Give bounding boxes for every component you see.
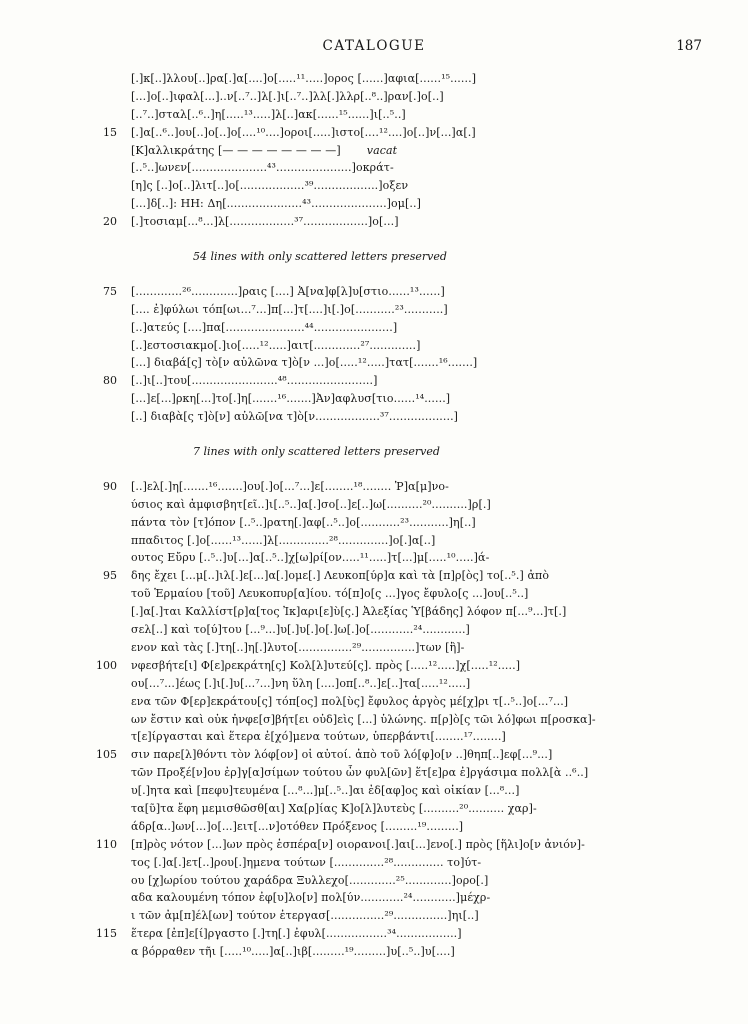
catalogue-line	[131, 854, 722, 872]
line-text: [..]ατεύς [....]πα[......................⁴⁴......................]	[131, 320, 398, 334]
line-number: 110	[96, 837, 117, 851]
line-text: υ[.]ητα καὶ [πεφυ]τευμένα [...⁸...]μ[..⁵..]αι ἐδ[αφ]ος καὶ οἰκίαν [...⁸...]	[131, 784, 520, 798]
catalogue-line	[131, 195, 722, 213]
catalogue-line	[131, 159, 722, 177]
line-number: 80	[103, 374, 117, 388]
transcription-body	[96, 70, 722, 961]
section-note: 54 lines with only scattered letters preserved	[193, 250, 447, 264]
line-text: [.]α[.]ται Καλλίστ[ρ]α[τος Ἰκ]αρι[ε]ὺ[ς.] Ἀλεξίας Ὑ[βάδης] λόφον π[...⁹...]τ[.]	[131, 605, 567, 619]
line-text: [.]α[..⁶..]ου[..]ο[..]ο[....¹⁰....]οροι[.....]ιστο[....¹²....]ο[..]ν[...]α[.]	[131, 125, 476, 139]
line-text: ππαδιτος [.]ο[......¹³......]λ[..............²⁸..............]ο[.]α[..]	[131, 533, 436, 547]
catalogue-line	[131, 177, 722, 195]
catalogue-line	[103, 283, 722, 301]
line-text: [..]ελ[.]η[.......¹⁶.......]ου[.]ο[...⁷...]ε[........¹⁸........ Ῥ]α[μ]νο-	[131, 479, 449, 493]
line-text: νφεσβήτε[ι] Φ[ε]ρεκράτη[ς] Κολ[λ]υτεύ[ς]. πρὸς [.....¹².....]χ[.....¹².....]	[131, 658, 521, 672]
line-text: [..]ι[..]του[........................⁴⁸........................]	[131, 374, 378, 388]
line-text: δης ἔχει [...μ[..]ιλ[.]ε[...]α[.]ομε[.] Λευκοπ[ύρ]α καὶ τὰ [π]ρ[ὸς] το[..⁵.] ἀπὸ	[131, 569, 550, 583]
catalogue-line	[131, 301, 722, 319]
line-text: [...] διαβά[ς] τὸ[ν αὐλῶνα τ]ὸ[ν ...]ο[.....¹².....]τατ[.......¹⁶.......]	[131, 356, 478, 370]
line-text: ἕτερα [ἐπ]ε[ί]ργαστο [.]τη[.] ἐφυλ[.................³⁴.................]	[131, 927, 462, 941]
line-text: σελ[..] καὶ το[ύ]του [...⁹...]υ[.]υ[.]ο[.]ω[.]ο[............²⁴............]	[131, 623, 470, 637]
catalogue-line	[131, 408, 722, 426]
line-text: ου[...⁷...]έως [.]ι[.]υ[...⁷...]νη ὕλη [....]οπ[..⁸..]ε[..]τα[.....¹².....]	[131, 676, 471, 690]
vacat-label: vacat	[366, 143, 398, 157]
catalogue-line	[131, 943, 722, 961]
catalogue-line	[131, 889, 722, 907]
line-text: [...]δ[..]: ΗΗ: Δη[.....................⁴³.....................]ομ[..]	[131, 197, 422, 211]
line-text: πάντα τὸν [τ]όπον [..⁵..]ρατη[.]αφ[..⁵..]ο[...........²³...........]η[..]	[131, 515, 476, 529]
catalogue-line	[103, 124, 722, 142]
catalogue-line	[103, 567, 722, 585]
catalogue-line	[96, 657, 722, 675]
running-head	[0, 38, 748, 56]
catalogue-line	[103, 213, 722, 231]
line-text: τ[ε]ίργασται καὶ ἕτερα ἐ[χό]μενα τούτων, ὑπερβάντι[........¹⁷........]	[131, 730, 506, 744]
catalogue-line	[131, 818, 722, 836]
line-text: [.]κ[..]λλου[..]ρα[.]α[....]ο[.....¹¹.....]ορος [......]αφια[......¹⁵......]	[131, 72, 477, 85]
line-text: άδρ[α..]ων[...]ο[...]ειτ[...ν]οτόθεν Πρόξενος [.........¹⁹.........]	[131, 819, 464, 833]
line-text: ων ἔστιν καὶ οὐκ ἠνφε[σ]βήτ[ει οὐδ]εὶς [...] ὑλώνης. π[ρ]ὸ[ς τῶι λό]φωι π[ροσκα]-	[131, 712, 596, 726]
catalogue-line	[131, 711, 722, 729]
line-number: 75	[103, 284, 117, 298]
catalogue-line	[131, 603, 722, 621]
line-text: [.... ἐ]φύλωι τόπ[ωι...⁷...]π[...]τ[....]ι[.]ο[...........²³...........]	[131, 302, 448, 316]
catalogue-line	[131, 496, 722, 514]
line-number: 20	[103, 215, 117, 229]
catalogue-line	[131, 337, 722, 355]
catalogue-line	[131, 514, 722, 532]
catalogue-line	[103, 478, 722, 496]
line-text: ενον καὶ τὰς [.]τη[..]η[.]λυτο[...............²⁹...............]των [ἢ]-	[131, 640, 465, 654]
line-text: [..] διαβὰ[ς τ]ὸ[ν] αὐλῶ[να τ]ὸ[ν..................³⁷..................]	[131, 410, 459, 424]
line-text: σιν παρε[λ]θόντι τὸν λόφ[ον] οἱ αὐτοί. ἀπὸ τοῦ λό[φ]ο[ν ..]θηπ[..]εφ[...⁹...]	[131, 748, 553, 762]
catalogue-line	[96, 836, 722, 854]
catalogue-line	[131, 621, 722, 639]
line-text: [..]εστοσιακμο[.]ιο[.....¹².....]αιτ[.............²⁷.............]	[131, 338, 421, 352]
line-text: [.............²⁶.............]ραις [....] Ἀ[να]φ[λ]υ[στιο......¹³......]	[131, 284, 445, 298]
line-number: 100	[96, 658, 117, 672]
catalogue-line	[131, 354, 722, 372]
catalogue-line	[131, 693, 722, 711]
line-number: 90	[103, 479, 117, 493]
line-text: ι τῶν ἀμ[π]έλ[ων] τούτον ἐτεργασ[...............²⁹...............]ηι[..]	[131, 909, 479, 923]
line-text: [..⁵..]ωνεν[.....................⁴³.....................]οκράτ-	[131, 161, 394, 175]
catalogue-line	[131, 675, 722, 693]
line-text: ύσιος καὶ ἀμφισβητ[εῖ..]ι[..⁵..]α[.]σο[..]ε[..]ω[..........²⁰..........]ρ[.]	[131, 497, 491, 511]
catalogue-line	[103, 372, 722, 390]
catalogue-line	[131, 872, 722, 890]
catalogue-line	[131, 800, 722, 818]
line-number: 95	[103, 569, 117, 583]
catalogue-line	[131, 319, 722, 337]
line-number: 105	[96, 748, 117, 762]
line-text: α βόρραθεν τῆι [.....¹⁰.....]α[..]ιβ[.........¹⁹.........]υ[..⁵..]υ[....]	[131, 945, 455, 959]
line-text: ουτος Εὔρυ [..⁵..]υ[...]α[..⁵..]χ[ω]ρί[ον.....¹¹.....]τ[...]μ[.....¹⁰.....]ά-	[131, 551, 490, 565]
line-text: [Κ]αλλικράτης [— — — — — — — —] vacat	[131, 143, 398, 157]
line-text: αδα καλουμένη τόπον ἐφ[υ]λο[ν] πολ[ύν............²⁴............]μέχρ-	[131, 891, 491, 905]
catalogue-line	[96, 925, 722, 943]
line-text: ου [χ]ωρίου τούτου χαράδρα Ξυλλεχο[.............²⁵.............]ορο[.]	[131, 873, 489, 887]
catalogue-line	[131, 88, 722, 106]
section-note: 7 lines with only scattered letters preserved	[193, 445, 440, 459]
catalogue-line	[131, 70, 722, 88]
catalogue-line	[131, 390, 722, 408]
page-number: 187	[676, 38, 702, 54]
line-text: τα[ῦ]τα ἔφη μεμισθῶσθ[αι] Χα[ρ]ίας Κ]ο[λ]λυτεὺς [..........²⁰.......... χαρ]-	[131, 801, 537, 815]
catalogue-line	[131, 585, 722, 603]
catalogue-line	[131, 782, 722, 800]
line-text: [.]τοσιαμ[...⁸...]λ[..................³⁷..................]ο[...]	[131, 215, 399, 229]
catalogue-line	[131, 142, 722, 160]
page-title: CATALOGUE	[322, 38, 426, 54]
catalogue-line	[131, 639, 722, 657]
catalogue-line	[131, 549, 722, 567]
line-number: 115	[96, 927, 117, 941]
catalogue-line	[131, 106, 722, 124]
catalogue-line	[131, 907, 722, 925]
line-text: [...]ο[..]ιφαλ[...]..ν[..⁷..]λ[.]ι[..⁷..]λλ[.]λλρ[..⁸..]ραν[.]ο[..]	[131, 89, 444, 103]
line-text: τῶν Προξέ[ν]ου ἐρ]γ[α]σίμων τούτου ὧν φυλ[ῶν] ἕτ[ε]ρα ἐ]ργάσιμα πολλ[ὰ ..⁶..]	[131, 766, 589, 780]
line-text: [π]ρὸς νότον [...]ων πρὸς ἑσπέρα[ν] οιορανοι[.]αι[...]ενο[.] πρὸς [ἥλι]ο[ν ἀνιόν]-	[131, 837, 585, 851]
line-text: [..⁷..]σταλ[..⁶..]η[.....¹³.....]λ[..]ακ[......¹⁵......]ι[..⁵..]	[131, 107, 406, 121]
line-text: [η]ς [..]ο[..]λιτ[..]ο[..................³⁹..................]οξεν	[131, 179, 409, 193]
line-text: τος [.]α[.]ετ[..]ρου[.]ημενα τούτων [..............²⁸.............. το]ύτ-	[131, 855, 482, 869]
line-text: ενα τῶν Φ[ερ]εκράτου[ς] τόπ[ος] πολ[ὺς] ἔφυλος ἀργὸς μέ[χ]ρι τ[..⁵..]ο[...⁷...]	[131, 694, 569, 708]
catalogue-line	[131, 532, 722, 550]
catalogue-line	[131, 728, 722, 746]
line-number: 15	[103, 125, 117, 139]
catalogue-line	[96, 746, 722, 764]
catalogue-line	[131, 764, 722, 782]
line-text: τοῦ Ἑρμαίου [τοῦ] Λευκοπυρ[α]ίου. τό[π]ο[ς ...]γος ἔφυλο[ς ...]ου[..⁵..]	[131, 587, 529, 601]
line-text: [...]ε[...]ρκη[...]το[.]η[.......¹⁶.......]Ἀν]αφλυσ[τιο......¹⁴......]	[131, 392, 451, 406]
